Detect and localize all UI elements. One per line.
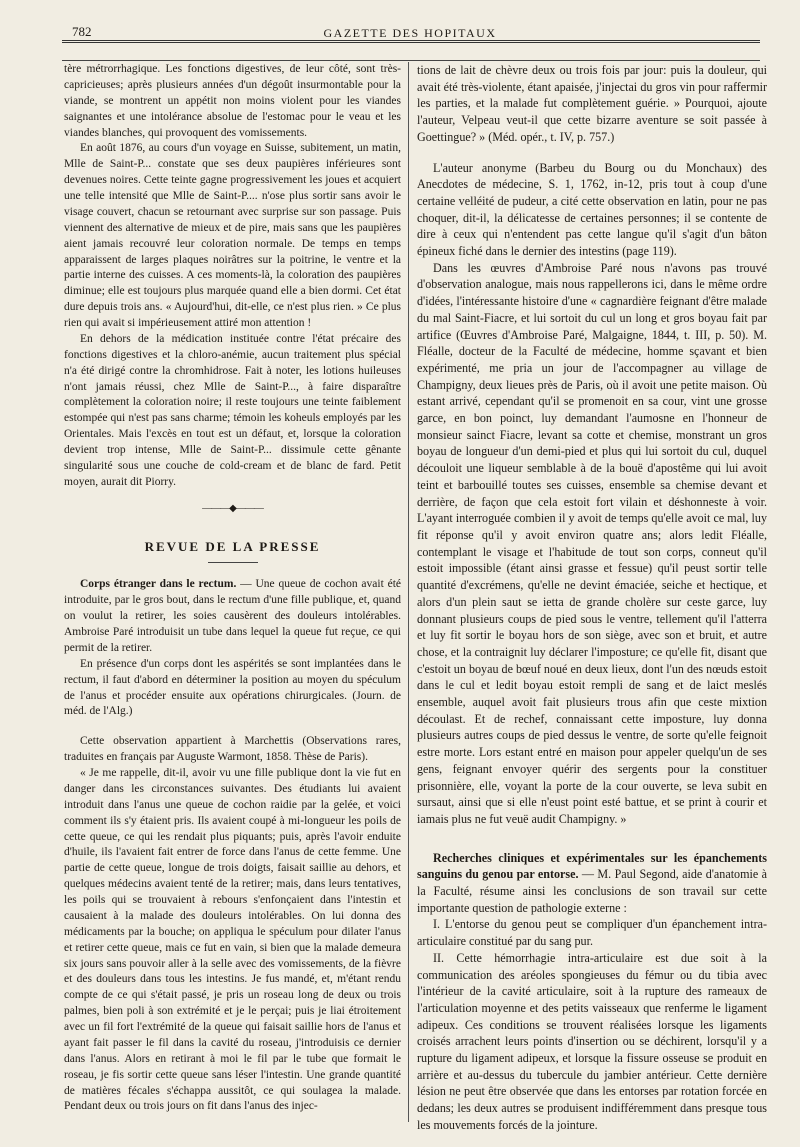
- paragraph: II. Cette hémorrhagie intra-articulaire est due soit à la communication des aréoles spongieuses du fémur ou du tibia avec l'intérieur de la cavité articulaire, soit à la rupture des rameaux de l'articulation moyenne et des petits vaisseaux que renferme le ligament adipeux. Ces conditions se trouvent réalisées lorsque les ligaments croisés arrachent leurs points d'insertion ou se déchirent, lorsqu'il y a rupture du ligament adipeux, et lorsque la fissure osseuse se produit en arrière et au-dessus du tubercule du jambier antérieur. Cette dernière lésion ne peut être observée que dans les entorses par rotation forcée en dedans; les deux autres se produisent indifféremment dans presque tous les mouvements forcés de la jointure.: [417, 950, 767, 1132]
- paragraph: « Je me rappelle, dit-il, avoir vu une fille publique dont la vie fut en danger dans les circonstances suivantes. Des étudiants lui avaient introduit dans l'anus une queue de cochon raidie par la gelée, et voici comment ils s'y étaient pris. Ils avaient coupé à mi-longueur les poils de cette queue, ce qui les rendait plus piquants; puis, après l'avoir enduite d'huile, ils l'avaient fait entrer de force dans l'anus de cette femme. Une partie de cette queue, longue de trois doigts, faisait saillie au dehors, et quelques médecins avaient tenté de la retirer; mais, dans leurs tentatives, les poils qui se trouvaient à rebours s'enfonçaient dans l'intestin et causaient à la malade des douleurs intolérables. On lui donna des médicaments par la bouche; on appliqua le spéculum pour dilater l'anus et retirer cette queue, mais ce fut en vain, si bien que la malade demeura six jours sans pouvoir aller à la selle avec des vomissements, de la fièvre et des douleurs dans tous les intestins. Je fus mandé, et, m'étant rendu compte de ce qui s'était passé, je pris un roseau long de deux ou trois palmes, bien poli à son extrémité et je le perçai; puis je liai étroitement avec un fil fort l'extrémité de la queue qui faisait saillie hors de l'anus et ayant fait passer le fil dans la cavité du roseau, j'introduisis ce dernier dans l'anus. Alors en retirant à moi le fil par le tube que formait le roseau, je fis sortir cette queue sans léser l'intestin. Une grande quantité de matières fécales s'échappa aussitôt, ce qui soulagea la malade. Pendant deux ou trois jours on fit dans l'anus des injec-: [64, 767, 401, 1113]
- page-header: [60, 20, 760, 40]
- spacer: [417, 828, 767, 850]
- right-column: [417, 62, 767, 1134]
- header-rule: [62, 60, 760, 61]
- paragraph: En août 1876, au cours d'un voyage en Suisse, subitement, un matin, Mlle de Saint-P... constate que ses deux paupières inférieures sont devenues noires. Cette teinte gagne progressivement les joues et acquiert une telle intensité que Mlle de Saint-P.... n'ose plus sortir sans avoir le visage couvert, chacun se retournant avec surprise sur son passage. Puis viennent des alternative de mieux et de pire, mais sans que les paupières aient jamais recouvré leur coloration normale. De temps en temps apparaissent de larges plaques noirâtres sur la poitrine, le ventre et la partie interne des cuisses. A ces moments-là, la coloration des paupières diminue; elle est toujours plus marquée quand elle a bien dormi. Cet état dure depuis trois ans. « Aujourd'hui, dit-elle, ce n'est plus rien. » Ce plus rien qui avait si impérieusement attiré mon attention !: [64, 142, 401, 329]
- page-number: 782: [72, 24, 92, 39]
- article-paragraph: [417, 850, 767, 917]
- paragraph: En présence d'un corps dont les aspérités se sont implantées dans le rectum, il faut d'abord en déterminer la position au moyen du spéculum de l'anus et procéder ensuite aux opérations chirurgicales. (Journ. de méd. de l'Alg.): [64, 657, 401, 718]
- article-lead: — M. Paul Segond, aide d'anatomie à la Faculté, résume ainsi les conclusions de son travail sur cette importante question de pathologie externe :: [417, 867, 767, 915]
- paragraph: En dehors de la médication instituée contre l'état précaire des fonctions digestives et la chloro-anémie, aucun traitement plus spécial n'a été dirigé contre la chromhidrose. Fait à noter, les lotions huileuses n'ont jamais réussi, chez Mlle de Saint-P..., à faire disparaître complètement la coloration noire; il reste toujours une teinte faiblement estompée qui n'est pas sans charme; témoin les koheuls employés par les Orientales. Mais l'excès en tout est un défaut, et, lorsque la coloration devient trop intense, Mlle de Saint-P... dissimule cette gênante singularité sous une couche de cold-cream et de blanc de fard. Petit moyen, aurait dit Piorry.: [64, 332, 401, 488]
- short-rule: [208, 562, 258, 563]
- header-double-rule: [62, 40, 760, 43]
- spacer: [64, 720, 401, 734]
- left-column: [64, 62, 401, 1115]
- paragraph: Cette observation appartient à Marchettis (Observations rares, traduites en français par Auguste Warmont, 1858. Thèse de Paris).: [64, 735, 401, 764]
- column-divider: [408, 62, 409, 1122]
- running-title: GAZETTE DES HOPITAUX: [323, 26, 497, 40]
- article-lead: — Une queue de cochon avait été introduite, par le gros bout, dans le rectum d'une fille publique, et, quand on voulut la retirer, les soies causèrent des douleurs intolérables. Ambroise Paré introduisit un tube dans lequel la queue fut reçue, ce qui permit de la retirer.: [64, 578, 401, 654]
- article-paragraph: [64, 577, 401, 656]
- paragraph: Dans les œuvres d'Ambroise Paré nous n'avons pas trouvé d'observation analogue, mais nous rappellerons ici, dans le même ordre d'idées, l'intéressante histoire d'une « cagnardière feignant d'être malade du mal Saint-Fiacre, et lui sortoit du cul un long et gros boyau fait par artifice (Œuvres d'Ambroise Paré, Malgaigne, 1844, t. III, p. 50). M. Fléalle, docteur de la Faculté de médecine, homme sçavant et bien expérimenté, me pria un jour de l'accompagner au village de Champigny, deux lieues près de Paris, où il avoit une petite maison. Où estant arrivé, cependant qu'il se promenoit en sa cour, vint une grosse garce, en bon poinct, luy demandant l'aumosne en l'honneur de monsieur sainct Fiacre, levant sa cotte et chemise, monstrant un gros boyau de longueur d'un demi-pied et plus qui lui sortoit du cul, duquel découloit une liqueur semblable à de la bouë d'apostême qui lui avoit teint et barbouillé toutes ses cuisses, ensemble sa chemise devant et derrière, de façon que cela estoit fort vilain et déshonneste à voir. L'ayant interroguée combien il y avoit de temps qu'elle avoit ce mal, luy fit réponse qu'il y avoit environ quatre ans; alors ledit Fléalle, contemplant le visage et l'habitude de tout son corps, conneut qu'il estoit impossible (étant ainsi grasse et fessue) qu'il peust sortir telle quantité d'excrémens, qu'elle ne devint émaciée, seiche et hectique, et alors d'un plein saut se ietta de grande cholère sur ceste garce, luy donnant plusieurs coups de pied sous le ventre, tellement qu'il l'atterra et luy fit sortir le boyau hors de son siège, avec son et bruit, et autre chose, et la contraignit luy déclarer l'imposture; ce qu'elle fit, disant que c'estoit un boyau de bœuf noué en deux lieux, dont l'un des nœuds estoit dans le cul et ledit boyau estoit rempli de sang et de laict meslés ensemble, auquel avoit fait plusieurs trous afin que ceste mixtion découlast. Et de rechef, connaissant cette imposture, luy donna plusieurs autres coups de pied dessus le ventre, de sorte qu'elle feignoit estre morte. Lors estant entré en maison pour appeler quelqu'un de ses gens, feignant envoyer quérir des sergents pour la constituer prisonnière, elle, voyant la porte de la cour ouverte, se leva subit en sursaut, ainsi que si elle n'eust point esté battue, et se print à courir et iamais plus ne fut veuë audit Champigny. »: [417, 260, 767, 826]
- article-heading: Recherches cliniques et expérimentales sur les épanchements sanguins du genou par entorse.: [417, 850, 767, 882]
- article-heading: Corps étranger dans le rectum.: [80, 578, 237, 591]
- spacer: [417, 146, 767, 160]
- paragraph: I. L'entorse du genou peut se compliquer d'un épanchement intra-articulaire constitué par du sang pur.: [417, 917, 767, 949]
- section-title: REVUE DE LA PRESSE: [144, 538, 321, 554]
- ornament-divider: ———◆———: [202, 502, 263, 514]
- paragraph: L'auteur anonyme (Barbeu du Bourg ou du Monchaux) des Anecdotes de médecine, S. 1, 1762, in-12, pris tout à coup d'une certaine velléité de pudeur, a cité cette observation en latin, pour ne pas choquer, dit-il, la délicatesse de certaines personnes; il se contente de dire à ceux qui n'entendent pas cette langue qu'il s'agit d'un bâton épineux fiché dans le dernier des intestins (page 119).: [417, 160, 767, 259]
- paragraph: tions de lait de chèvre deux ou trois fois par jour: puis la douleur, qui avait été très-violente, étant apaisée, j'injectai du gros vin pour raffermir les parties, et la malade fut complètement guérie. » Pourquoi, ajoute l'auteur, Velpeau veut-il que cette bizarre aventure se soit passée à Goettingue? » (Méd. opér., t. IV, p. 757.): [417, 63, 767, 144]
- paragraph: tère métrorrhagique. Les fonctions digestives, de leur côté, sont très-capricieuses; après plusieurs années d'un dégoût insurmontable pour la viande, se montrent un appétit non moins violent pour les viandes saignantes et une intolérance absolue de l'estomac pour le veau et les viandes blanches, qui provoquent des vomissements.: [64, 63, 401, 139]
